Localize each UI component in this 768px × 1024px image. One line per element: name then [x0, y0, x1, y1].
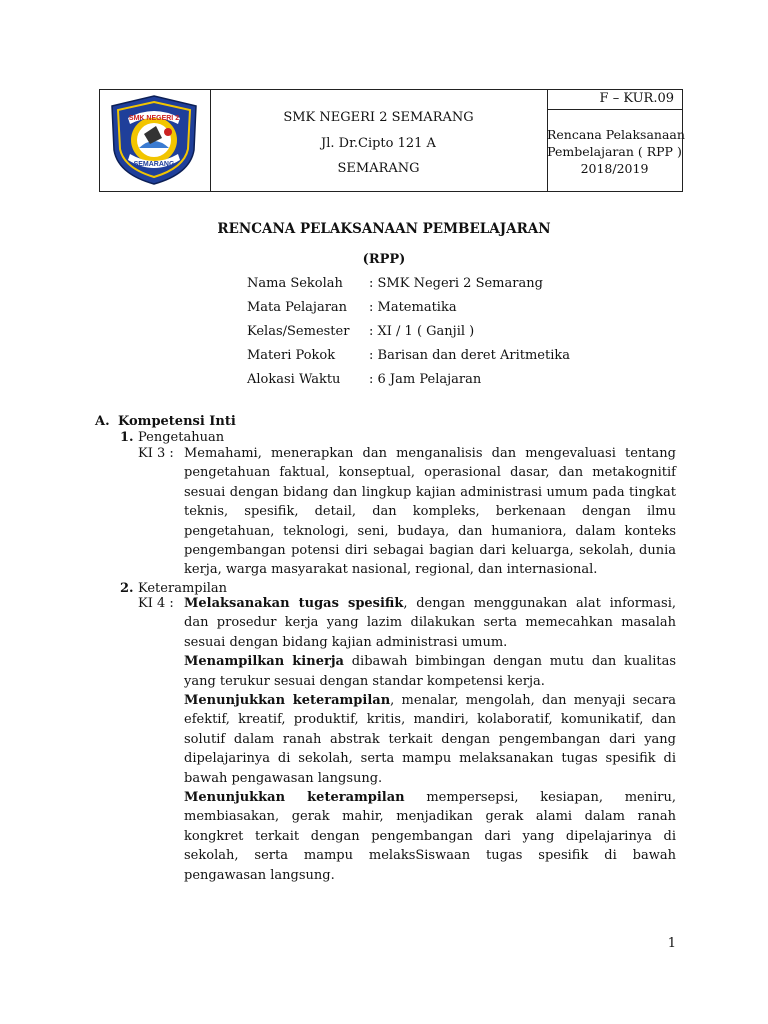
doc-info-cell [547, 90, 685, 191]
info-row-topic [247, 348, 570, 363]
header-table [99, 89, 683, 192]
doc-title-line2: Pembelajaran ( RPP ) [547, 144, 682, 159]
ki4-paragraph-4 [184, 788, 676, 885]
info-row-subject [247, 300, 457, 315]
ki4-paragraph-2 [184, 652, 676, 691]
info-value: : Matematika [369, 300, 457, 315]
ki3-paragraph: Memahami, menerapkan dan menganalisis dan mengevaluasi tentang pengetahuan faktual, konseptual, operasional dasar, dan metakognitif sesuai dengan bidang dan lingkup kajian administrasi umum pada tingkat teknis, spesifik, detail, dan kompleks, berkenaan dengan ilmu pengetahuan, teknologi, seni, budaya, dan humaniora, dalam konteks pengembangan potensi diri sebagai bagian dari keluarga, sekolah, dunia kerja, warga masyarakat nasional, regional, dan internasional. [184, 446, 676, 578]
form-code: F – KUR.09 [599, 91, 674, 106]
info-label: Alokasi Waktu [247, 372, 341, 387]
ki4-label: KI 4 : [138, 596, 174, 611]
item2-number: 2. [120, 581, 134, 596]
section-a-letter: A. [95, 414, 110, 429]
school-address: Jl. Dr.Cipto 121 A [321, 136, 436, 151]
item2-title: Keterampilan [138, 581, 228, 596]
page-number: 1 [667, 936, 676, 951]
page-title: RENCANA PELAKSANAAN PEMBELAJARAN [217, 221, 551, 237]
doc-year: 2018/2019 [580, 161, 649, 176]
school-cell [210, 90, 548, 191]
item1-title: Pengetahuan [138, 430, 225, 445]
ki3-text [184, 444, 676, 580]
ki4-text [184, 594, 676, 885]
info-value: : XI / 1 ( Ganjil ) [369, 324, 475, 339]
info-label: Mata Pelajaran [247, 300, 348, 315]
ki4-paragraph-1 [184, 594, 676, 652]
ki4-p3-rest: , menalar, mengolah, dan menyaji secara efektif, kreatif, produktif, kritis, mandiri, kolaboratif, komunikatif, dan solutif dalam ranah abstrak terkait dengan pengembangan dari yang dipelajarinya di sekolah, serta mampu melaksanakan tugas spesifik di bawah pengawasan langsung. [184, 693, 677, 786]
info-value: : 6 Jam Pelajaran [369, 372, 482, 387]
info-value: : SMK Negeri 2 Semarang [369, 276, 543, 291]
school-logo-icon [106, 94, 202, 186]
info-label: Materi Pokok [247, 348, 336, 363]
info-value: : Barisan dan deret Aritmetika [369, 348, 570, 363]
school-city: SEMARANG [337, 161, 420, 176]
ki4-p1-rest: , dengan menggunakan alat informasi, dan prosedur kerja yang lazim dilakukan serta memecahkan masalah sesuai dengan bidang kajian administrasi umum. [184, 596, 676, 650]
ki4-p4-rest: mempersepsi, kesiapan, meniru, membiasakan, gerak mahir, menjadikan gerak alami dalam ranah kongkret terkait dengan pengembangan dari yang dipelajarinya di sekolah, serta mampu melaksSiswaan tugas spesifik di bawah pengawasan langsung. [184, 790, 676, 883]
logo-text-bottom: SEMARANG [133, 161, 175, 168]
ki4-p2-rest: dibawah bimbingan dengan mutu dan kualitas yang terukur sesuai dengan standar kompetensi kerja. [184, 654, 676, 689]
page-subtitle: (RPP) [362, 252, 406, 267]
info-row-class [247, 324, 474, 339]
info-label: Kelas/Semester [247, 324, 350, 339]
ki4-p3-bold: Menunjukkan keterampilan [184, 693, 391, 709]
doc-title-line1: Rencana Pelaksanaan [547, 127, 685, 142]
info-row-time [247, 372, 481, 387]
item1-number: 1. [120, 430, 134, 445]
form-code-cell [547, 90, 682, 110]
ki4-p4-bold: Menunjukkan keterampilan [184, 790, 405, 806]
ki4-p2-bold: Menampilkan kinerja [184, 654, 344, 670]
info-row-school [247, 276, 543, 291]
section-a-title: Kompetensi Inti [118, 414, 236, 429]
ki3-label: KI 3 : [138, 446, 174, 461]
info-label: Nama Sekolah [247, 276, 343, 291]
logo-text-top: SMK NEGERI 2 [128, 115, 180, 122]
school-name: SMK NEGERI 2 SEMARANG [283, 110, 474, 125]
logo-cell [100, 90, 211, 191]
ki4-paragraph-3 [184, 691, 676, 788]
ki4-p1-bold: Melaksanakan tugas spesifik [184, 596, 404, 611]
